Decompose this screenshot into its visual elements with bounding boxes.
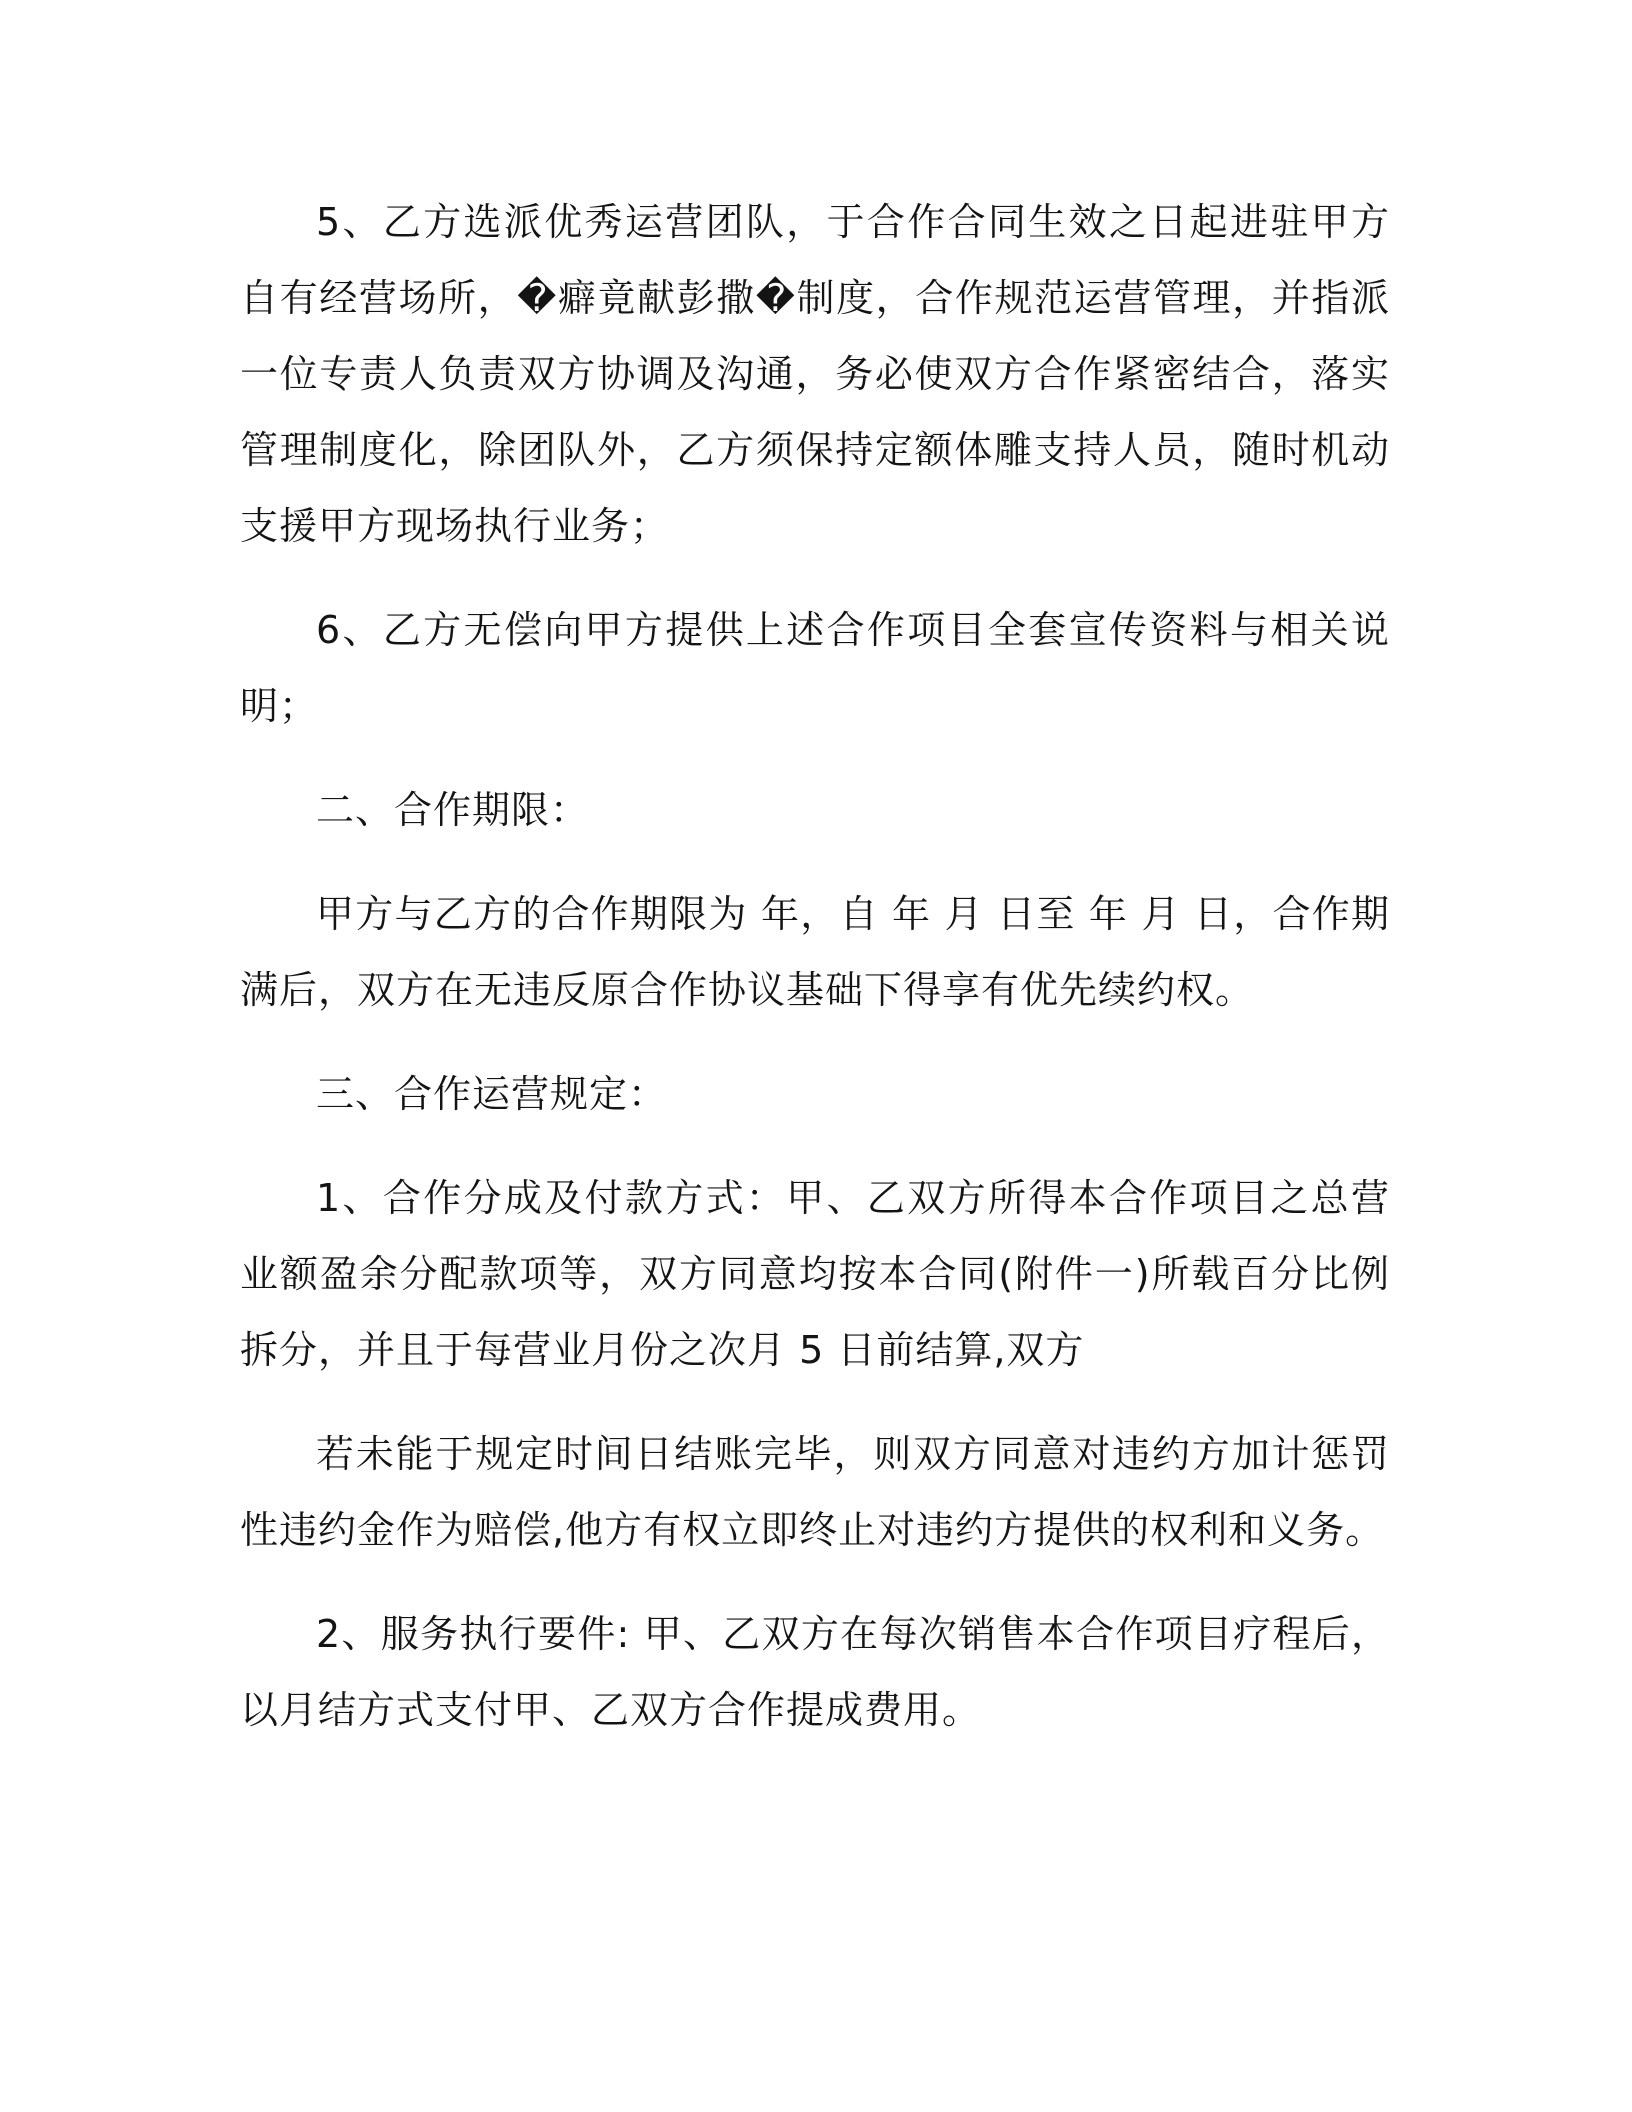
penalty-paragraph: 若未能于规定时间日结账完毕，则双方同意对违约方加计惩罚性违约金作为赔偿,他方有权立即终止对违约方提供的权利和义务。	[240, 1432, 1390, 1552]
section-heading-cooperation-term: 二、合作期限：	[316, 788, 590, 832]
section-heading-operation-rules: 三、合作运营规定：	[316, 1072, 668, 1116]
clause-6-paragraph: 6、乙方无偿向甲方提供上述合作项目全套宣传资料与相关说明；	[240, 608, 1390, 728]
rule-2-paragraph: 2、服务执行要件: 甲、乙双方在每次销售本合作项目疗程后，以月结方式支付甲、乙双方合作提成费用。	[240, 1612, 1390, 1732]
document-body	[240, 184, 1390, 1776]
rule-1-paragraph: 1、合作分成及付款方式：甲、乙双方所得本合作项目之总营业额盈余分配款项等，双方同意均按本合同(附件一)所载百分比例拆分，并且于每营业月份之次月 5 日前结算,双方	[240, 1176, 1390, 1372]
clause-5-paragraph: 5、乙方选派优秀运营团队，于合作合同生效之日起进驻甲方自有经营场所，�癖竟献彭撒�制度，合作规范运营管理，并指派一位专责人负责双方协调及沟通，务必使双方合作紧密结合，落实管理制度化，除团队外，乙方须保持定额体雕支持人员，随时机动支援甲方现场执行业务；	[240, 200, 1390, 548]
cooperation-term-paragraph: 甲方与乙方的合作期限为 年，自 年 月 日至 年 月 日，合作期满后，双方在无违反原合作协议基础下得享有优先续约权。	[240, 892, 1390, 1012]
